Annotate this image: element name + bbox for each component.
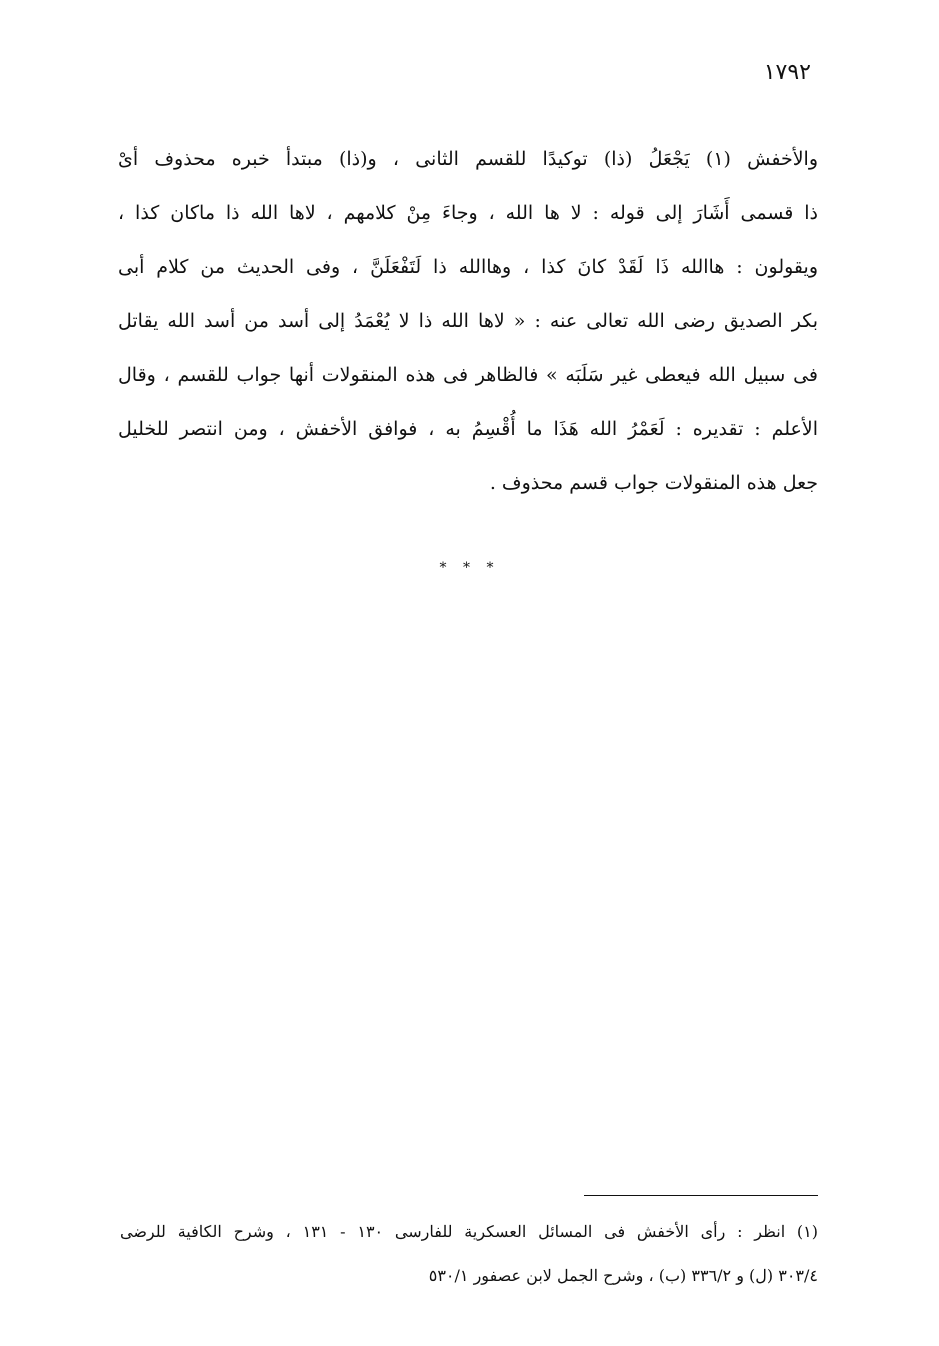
footnote-divider [584,1195,818,1196]
main-text [118,136,818,514]
page-number: ١٧٩٢ [763,60,811,85]
text-line: ويقولون : هاالله ذَا لَقَدْ كانَ كذا ، وهاالله ذا لَتَفْعَلَنَّ ، وفى الحديث من كلام أبى [118,256,818,278]
footnote-line: ٣٠٣/٤ (ل) و ٣٣٦/٢ (ب) ، وشرح الجمل لابن عصفور ٥٣٠/١ [428,1266,818,1285]
section-separator: * * * [439,560,500,576]
text-line: جعل هذه المنقولات جواب قسم محذوف . [489,472,818,494]
text-line: والأخفش (١) يَجْعَلُ (ذا) توكيدًا للقسم الثانى ، و(ذا) مبتدأ خبره محذوف أىْ [118,148,818,170]
text-line: الأعلم : تقديره : لَعَمْرُ الله هَذَا ما أُقْسِمُ به ، فوافق الأخفش ، ومن انتصر للخليل [118,418,818,440]
footnote-line: (١) انظر : رأى الأخفش فى المسائل العسكرية للفارسى ١٣٠ - ١٣١ ، وشرح الكافية للرضى [120,1222,818,1241]
footnotes [120,1212,818,1300]
text-line: بكر الصديق رضى الله تعالى عنه : « لاها الله ذا لا يُعْمَدُ إلى أسد من أسد الله يقاتل [118,310,818,332]
text-line: فى سبيل الله فيعطى غير سَلَبَه » فالظاهر فى هذه المنقولات أنها جواب للقسم ، وقال [118,364,818,386]
text-line: ذا قسمى أَشَارَ إلى قوله : لا ها الله ، وجاءَ مِنْ كلامهم ، لاها الله ذا ماكان كذا ، [118,202,818,224]
